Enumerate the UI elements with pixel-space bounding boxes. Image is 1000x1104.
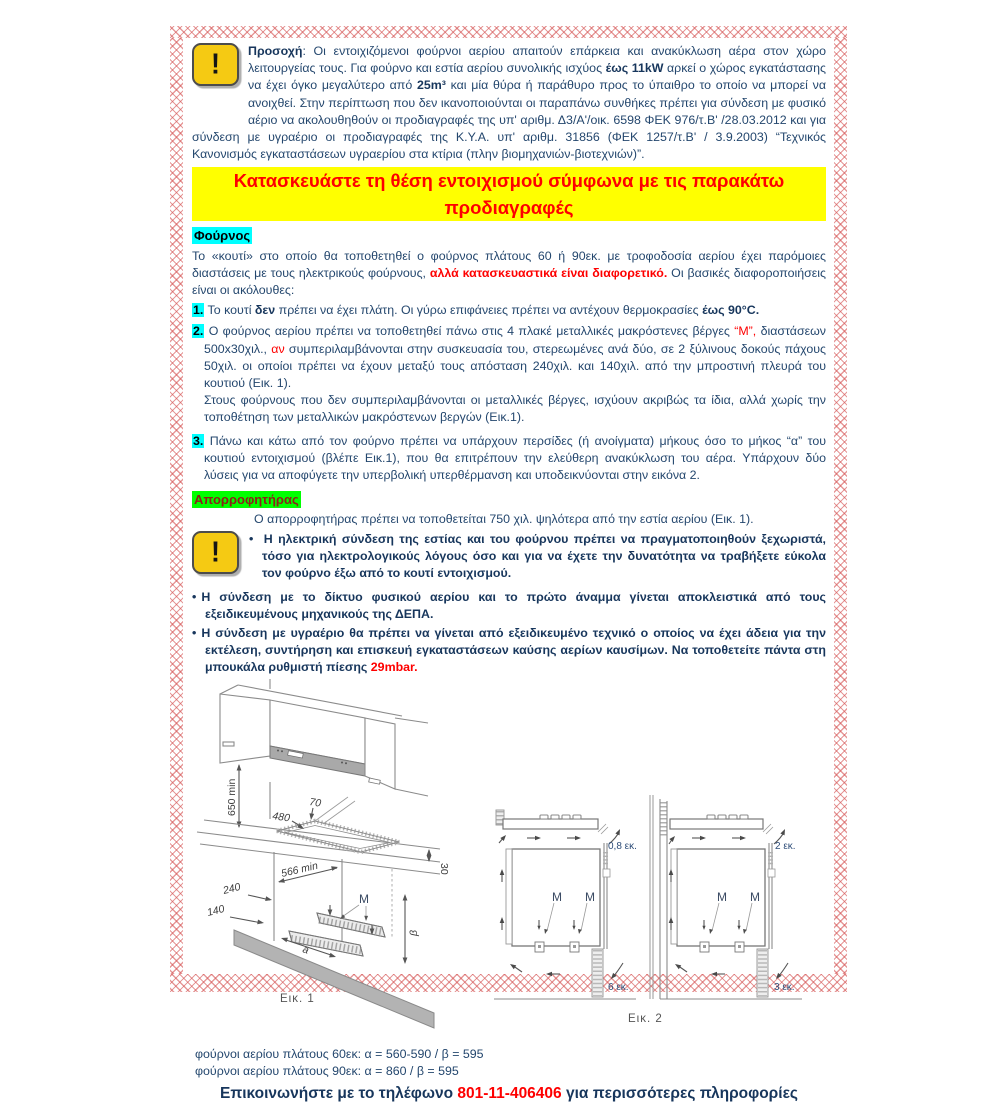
lattice-border-top [170,26,847,38]
fig2-gap-top-right: 2 εκ. [775,840,796,852]
fig2-left-panel [494,810,637,999]
warning-top-paragraph [192,43,826,163]
fig1-label-alpha: a [301,943,311,957]
text-segment: διαστάσεων 500x30χιλ., [204,324,827,356]
lattice-border-left [170,38,183,974]
warning-block-middle [192,531,826,677]
fig2-label-m2: M [585,889,595,904]
text-segment: αρκεί ο χώρος εγκατάστασης να έχει όγκο μεγαλύτερο από [248,61,826,93]
spec-line-90: φούρνοι αερίου πλάτους 90εκ: α = 860 / β = 595 [195,1063,459,1078]
fig1-label-650: 650 min [226,778,238,816]
text-segment: Το κουτί [204,303,255,318]
warning-icon-slot [192,43,248,113]
fig1-label-140: 140 [205,902,226,919]
installation-diagrams [192,679,826,1045]
text-segment: 25m³ [416,78,446,93]
fig1-dim-140 [206,903,265,925]
text-segment: : Οι εντοιχιζόμενοι φούρνοι αερίου απαιτούν επάρκεια και ανακύκλωση αέρα στον χώρο λειτουργείας τους. Για φούρνο και εστία αερίου συνολικής ισχύος [248,44,826,76]
fig1-label-m: M [359,891,369,906]
contact-suffix: για περισσότερες πληροφορίες [561,1085,798,1103]
fig2-right-panel [660,799,802,999]
exclamation-mark: ! [211,48,220,80]
text-segment: Η σύνδεση με το δίκτυο φυσικού αερίου και το πρώτο άναμμα γίνεται αποκλειστικά από τους εξειδικευμένους μηχανικούς της ΔΕΠΑ. [201,589,826,621]
page-content [183,38,834,1103]
bullet-item-electrical [192,531,826,583]
fig1-label-480: 480 [271,809,291,825]
text-segment: “Μ”, [734,324,757,339]
fig1-label-30: 30 [438,862,450,875]
fig1-dim-beta [403,894,420,964]
section-title-banner: Κατασκευάστε τη θέση εντοιχισμού σύμφωνα με τις παρακάτω προδιαγραφές [192,167,826,221]
fig2-gap-bottom-left: 6 εκ. [608,981,629,993]
list-item-2 [192,323,826,392]
text-segment: 29mbar. [370,660,418,675]
bullet-marker: • [249,531,254,546]
fig1-dim-650 [226,764,241,828]
exclamation-warning-icon-2 [192,531,239,574]
text-segment: Το «κουτί» στο οποίο θα τοποθετηθεί ο φούρνος πλάτους 60 ή 90εκ. με τροφοδοσία αερίου έχει παρόμοιες διαστάσεις με τους ηλεκτρικούς φούρνους, [192,248,826,280]
text-segment: Η σύνδεση με υγραέριο θα πρέπει να γίνεται από εξειδικευμένο τεχνικό ο οποίος να έχει άδεια για την εκτέλεση, συντήρηση και επισκευή εγκαταστάσεων καύσης αερίων καυσίμων. Να τοποθετείτε πάντα στη μπουκάλα ρυθμιστή πίεσης [201,626,826,675]
text-segment: και μία θύρα ή παράθυρο προς το ύπαιθρο το οποίο να μπορεί να ανοιχθεί. Στην περίπτωση που δεν ικανοποιούνται οι παραπάνω συνθήκες πρέπει για σύνδεση με φυσικό αέριο να ακολουθηθούν οι προδιαγραφές της υπ' αριθμ. Δ3/Α'/οικ. 6598 ΦΕΚ 976/τ.Β' /28.03.2012 και για σύνδεση με υγραέριο οι προδιαγραφές της Κ.Υ.Α. υπ' αριθμ. 31856 (ΦΕΚ 1257/τ.Β' / 3.9.2003) “Τεχνικός Κανονισμός εγκαταστάσεων υγραερίου στα κτίρια (πλην βιομηχανιών-βιοτεχνιών)”. [192,78,826,162]
item-number-3: 3. [193,433,204,448]
text-segment: δεν [254,303,276,318]
text-segment: Η ηλεκτρική σύνδεση της εστίας και του φούρνου πρέπει να πραγματοποιηθούν ξεχωριστά, τόσο για ηλεκτρολογικούς λόγους όσο και για να έχετε την δυνατότητα να τραβήξετε εύκολα τον φούρνο έξω από το κουτί εντοιχισμού. [258,531,826,581]
bullet-marker: • [192,589,197,604]
fig1-dim-240 [221,881,273,902]
exclamation-warning-icon [192,43,239,86]
text-segment: συμπεριλαμβάνονται στην συσκευασία του, στερεωμένες ανά δύο, σε 2 ξύλινους δοκούς πάχους 50χιλ. οι οποίοι πρέπει να έχουν μεταξύ τους απόσταση 240χιλ. και 140χιλ. από την μπροστινή πλευρά του κουτιού (Εικ. 1). [204,341,826,391]
bullet-marker: • [192,626,197,641]
fig2-caption: Εικ. 2 [628,1012,663,1025]
exclamation-mark-2: ! [211,535,220,568]
item-number-2: 2. [193,324,204,339]
fig2-label-m1: M [552,889,562,904]
hood-body-text: Ο απορροφητήρας πρέπει να τοποθετείται 750 χιλ. ψηλότερα από την εστία αερίου (Εικ. 1). [254,512,754,527]
item-number-1: 1. [193,303,204,318]
oven-section-heading: Φούρνος [194,228,251,244]
fig1-label-70: 70 [308,795,322,810]
fig1-caption: Εικ. 1 [280,992,315,1005]
fig1-label-beta: β [408,929,420,936]
text-segment: Πάνω και κάτω από τον φούρνο πρέπει να υπάρχουν περσίδες (ή ανοίγματα) μήκους όσο το μήκος “α” του κουτιού εντοιχισμού (βλέπε Εικ.1), που θα επιτρέπουν την ελεύθερη ανακύκλωση του αέρα. Υπάρχουν δύο λύσεις για να αποφύγετε την υπερβολική υπερθέρμανση και υποδεικνύονται στην εικόνα 2. [204,433,826,483]
fig1-label-566: 566 min [279,859,320,880]
fig2-gap-top-left: 0,8 εκ. [608,840,637,852]
text-segment: Οι βασικές διαφοροποιήσεις είναι οι ακόλουθες: [192,265,827,298]
fig2-gap-bottom-right: 3 εκ. [774,981,795,993]
warning-block-top [192,43,826,163]
text-segment: έως 90°C. [702,303,760,318]
fig2-label-m4: M [750,889,760,904]
text-segment: Ο φούρνος αερίου πρέπει να τοποθετηθεί πάνω στις 4 πλακέ μεταλλικές μακρόστενες βέργες [204,324,735,339]
phone-number: 801-11-406406 [457,1085,562,1103]
contact-line [192,1084,826,1104]
fig1-label-240: 240 [221,880,242,897]
list-item-2-continuation [192,392,826,426]
spec-lines [195,1046,826,1080]
document-page [170,26,847,1103]
text-segment: αν [271,341,285,356]
figure-2-diagram [470,791,820,1031]
list-item-3 [192,433,826,485]
text-segment: Προσοχή [248,44,303,58]
oven-intro-paragraph [192,248,826,300]
bullet-item-lpg [192,625,826,677]
text-segment: αλλά κατασκευαστικά είναι διαφορετικό. [429,265,668,280]
spec-line-60: φούρνοι αερίου πλάτους 60εκ: α = 560-590 / β = 595 [195,1046,484,1061]
bullet-item-natural-gas [192,589,826,623]
fig2-label-m3: M [717,889,727,904]
contact-prefix: Επικοινωνήστε με το τηλέφωνο [219,1085,458,1103]
list-item-1 [192,302,826,319]
fig1-wall-cabinet [220,685,428,796]
figure-1-diagram [192,679,462,1044]
text-segment: πρέπει να έχει πλάτη. Οι γύρω επιφάνειες πρέπει να αντέχουν θερμοκρασίες [275,303,703,318]
fig1-dim-566 [277,859,338,884]
lattice-border-right [834,38,847,974]
text-segment: έως 11kW [605,61,664,76]
hood-section-heading: Απορροφητήρας [194,492,299,508]
text-segment: Στους φούρνους που δεν συμπεριλαμβάνονται οι μεταλλικές βέργες, ισχύουν ακριβώς τα ίδια, αλλά χωρίς την τοποθέτηση των μεταλλικών μακρόστενων βεργών (Εικ.1). [204,393,826,425]
